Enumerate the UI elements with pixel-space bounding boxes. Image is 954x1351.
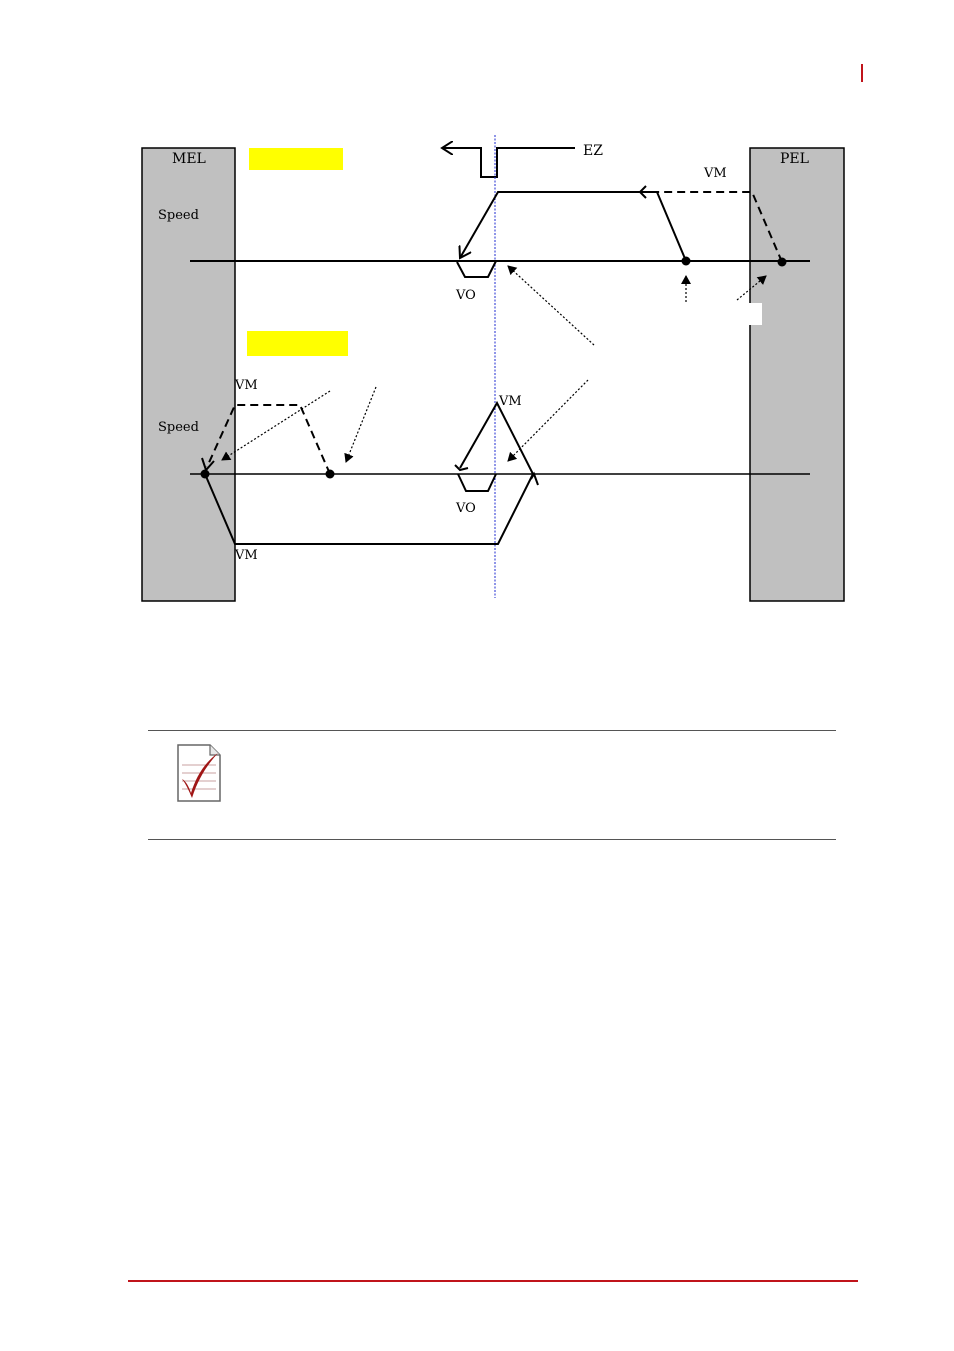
profile-arrowhead-bottom-right [531,474,538,485]
creep-segment-top [457,261,496,277]
pel-limit-zone [750,148,844,601]
highlight-block-bottom [247,331,348,356]
pel-label: PEL [780,151,809,167]
note-box [148,730,836,840]
ez-signal-trace [442,148,575,177]
stop-point-top [682,257,691,266]
vm-label-bottom-upper: VM [235,378,258,393]
limit-point-bottom [201,470,210,479]
pointer-limit-bottom [222,391,330,460]
vo-label-bottom: VO [456,501,476,516]
mel-label: MEL [172,151,206,167]
speed-label-bottom: Speed [158,420,199,435]
vm-label-bottom-lower: VM [235,548,258,563]
vm-label-bottom-peak: VM [499,394,522,409]
vm-label-top: VM [704,166,727,181]
pointer-stop-bottom [346,387,376,462]
pointer-index-top [508,266,594,345]
stop-point-bottom [326,470,335,479]
white-label-patch [748,303,762,325]
speed-profile-top [460,192,686,261]
checklist-icon [174,743,224,803]
pointer-index-bottom [508,380,588,461]
vo-label-top: VO [456,288,476,303]
footer-rule [128,1280,858,1282]
highlight-block-top [249,148,343,170]
limit-point-top [778,258,787,267]
speed-label-top: Speed [158,208,199,223]
creep-segment-bottom [458,474,496,491]
ez-label: EZ [583,143,603,159]
